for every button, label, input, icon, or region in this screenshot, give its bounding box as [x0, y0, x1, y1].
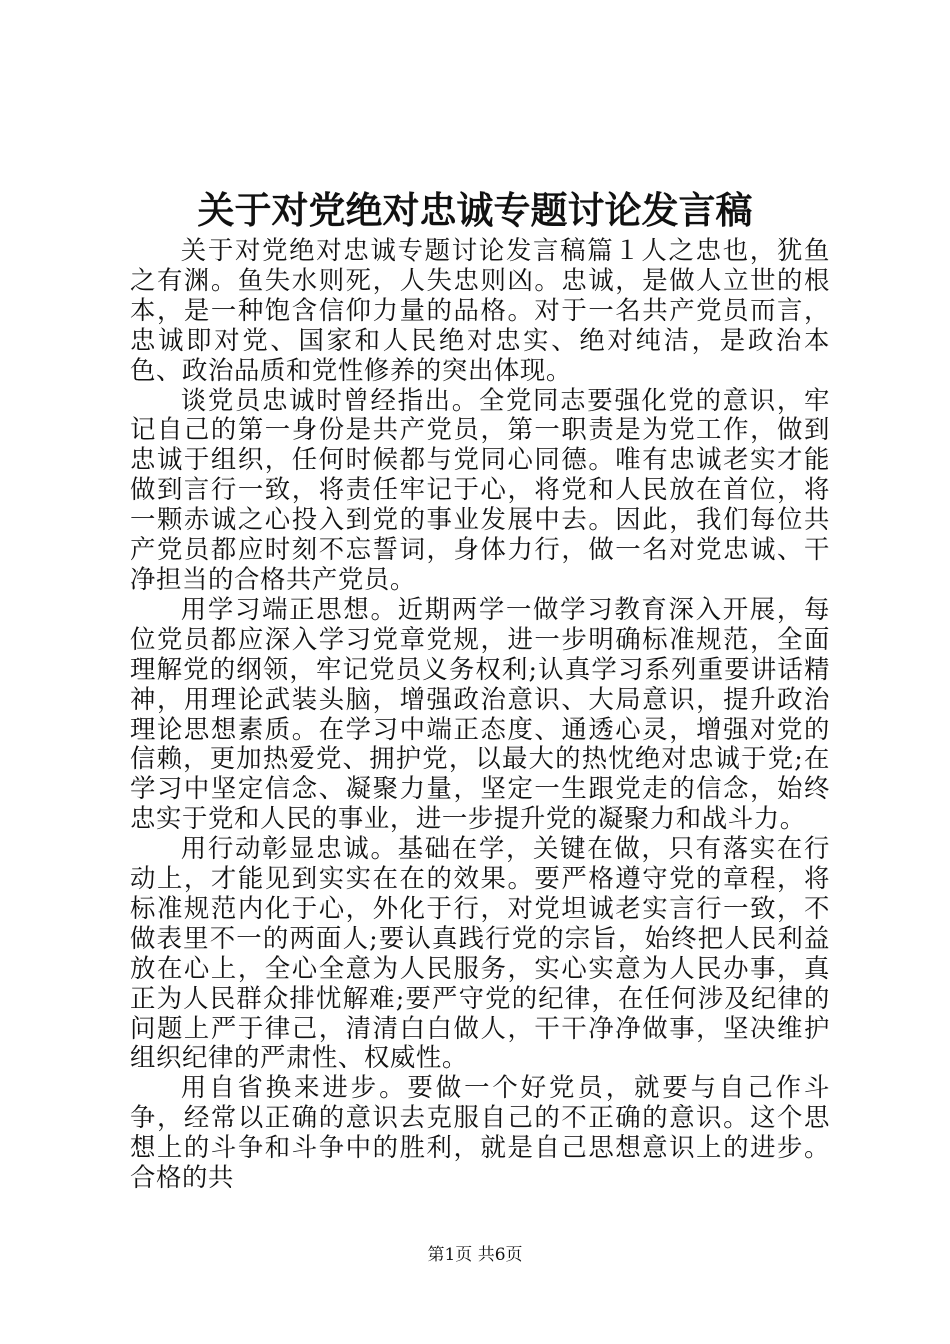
- paragraph-2: 谈党员忠诚时曾经指出。全党同志要强化党的意识，牢记自己的第一身份是共产党员，第一职责是为党工作，做到忠诚于组织，任何时候都与党同心同德。唯有忠诚老实才能做到言行一致，将责任牢记于心，将党和人民放在首位，将一颗赤诚之心投入到党的事业发展中去。因此，我们每位共产党员都应时刻不忘誓词，身体力行，做一名对党忠诚、干净担当的合格共产党员。: [130, 384, 830, 594]
- page-footer: 第1页 共6页: [427, 1245, 523, 1265]
- paragraph-5: 用自省换来进步。要做一个好党员，就要与自己作斗争，经常以正确的意识去克服自己的不正确的意识。这个思想上的斗争和斗争中的胜利，就是自己思想意识上的进步。合格的共: [130, 1072, 830, 1193]
- document-body: [130, 236, 830, 1193]
- paragraph-1: 关于对党绝对忠诚专题讨论发言稿篇１人之忠也，犹鱼之有渊。鱼失水则死，人失忠则凶。忠诚，是做人立世的根本，是一种饱含信仰力量的品格。对于一名共产党员而言，忠诚即对党、国家和人民绝对忠实、绝对纯洁，是政治本色、政治品质和党性修养的突出体现。: [130, 235, 830, 385]
- document-title: 关于对党绝对忠诚专题讨论发言稿: [197, 188, 753, 232]
- paragraph-3: 用学习端正思想。近期两学一做学习教育深入开展，每位党员都应深入学习党章党规，进一步明确标准规范，全面理解党的纲领，牢记党员义务权利;认真学习系列重要讲话精神，用理论武装头脑，增强政治意识、大局意识，提升政治理论思想素质。在学习中端正态度、通透心灵，增强对党的信赖，更加热爱党、拥护党，以最大的热忱绝对忠诚于党;在学习中坚定信念、凝聚力量，坚定一生跟党走的信念，始终忠实于党和人民的事业，进一步提升党的凝聚力和战斗力。: [130, 593, 830, 834]
- paragraph-4: 用行动彰显忠诚。基础在学，关键在做，只有落实在行动上，才能见到实实在在的效果。要严格遵守党的章程，将标准规范内化于心，外化于行，对党坦诚老实言行一致，不做表里不一的两面人;要认真践行党的宗旨，始终把人民利益放在心上，全心全意为人民服务，实心实意为人民办事，真正为人民群众排忧解难;要严守党的纪律，在任何涉及纪律的问题上严于律己，清清白白做人，干干净净做事，坚决维护组织纪律的严肃性、权威性。: [130, 833, 830, 1073]
